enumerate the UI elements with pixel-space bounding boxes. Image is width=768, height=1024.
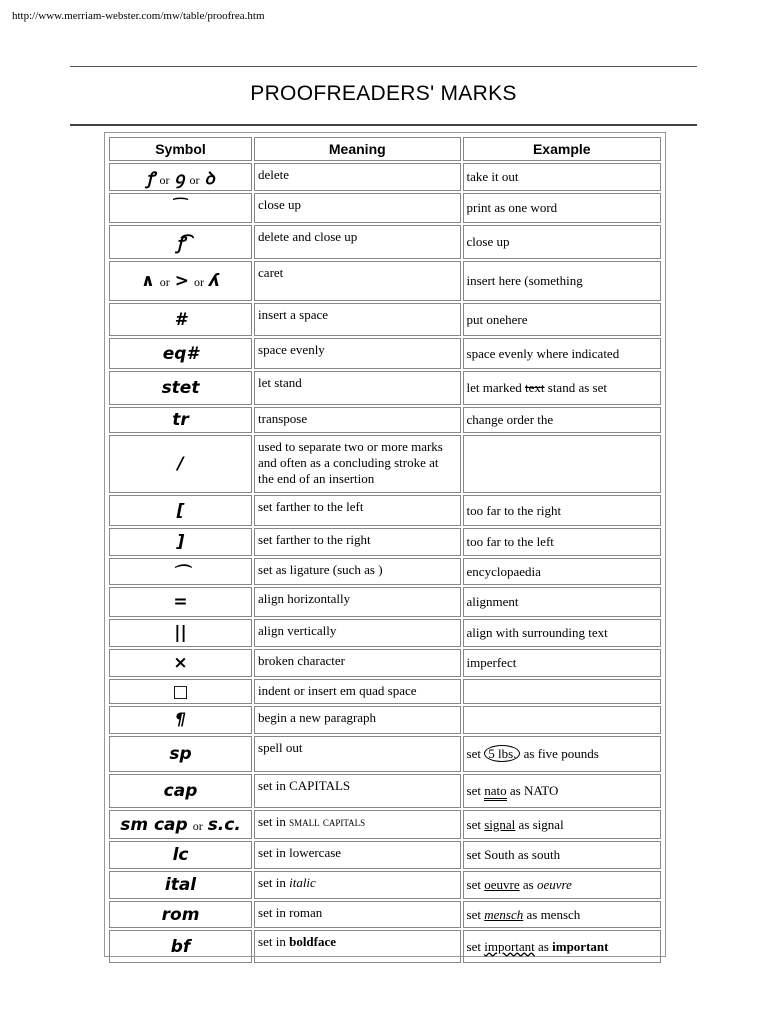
meaning-cell [254, 261, 461, 301]
header-meaning: Meaning [254, 137, 461, 161]
proofreader-mark-icon: s.c. [207, 814, 241, 835]
table-row [109, 163, 661, 191]
example-text: align with surrounding text [466, 625, 608, 640]
example-text: encyclopaedia [466, 563, 541, 579]
example-text: put onehere [466, 311, 528, 327]
table-row [109, 736, 661, 772]
table-row [109, 587, 661, 617]
example-text: as [534, 938, 553, 954]
meaning-cell [254, 558, 461, 585]
example-cell [463, 303, 661, 336]
example-cell [463, 163, 661, 191]
proofreader-mark-icon: cap [163, 781, 198, 801]
or-text: or [159, 275, 170, 289]
proofreader-mark-icon: = [173, 592, 188, 612]
symbol-cell [109, 841, 252, 869]
proofreader-mark-icon: × [173, 653, 188, 673]
meaning-cell [254, 163, 461, 191]
table-row [109, 435, 661, 493]
table-row [109, 407, 661, 433]
proofreader-mark-icon: ¶ [175, 710, 186, 730]
table-row [109, 774, 661, 808]
example-text: alignment [466, 594, 519, 609]
table-row [109, 495, 661, 526]
table-row [109, 679, 661, 704]
table-header-row [109, 137, 661, 161]
example-cell [463, 901, 661, 928]
or-text: or [194, 275, 204, 289]
example-text: set [466, 906, 485, 922]
example-cell [463, 930, 661, 963]
proofreader-mark-icon: eq# [162, 343, 199, 364]
symbol-cell [109, 225, 252, 259]
example-text: change order the [466, 412, 554, 427]
example-cell [463, 495, 661, 526]
meaning-cell [254, 587, 461, 617]
table-row [109, 261, 661, 301]
proofreader-mark-icon: sp [169, 744, 192, 764]
example-text: as five pounds [520, 746, 599, 761]
proofreader-mark-icon: ⁀ [173, 198, 188, 218]
meaning-text: set in roman [258, 905, 323, 920]
meaning-cell [254, 193, 461, 223]
example-text: as signal [515, 816, 564, 832]
meaning-text: set in CAPITALS [258, 778, 351, 793]
meaning-cell [254, 871, 461, 899]
meaning-text: set in [258, 814, 290, 829]
table-row [109, 810, 661, 839]
example-cell [463, 338, 661, 369]
meaning-text: used to separate two or more marks and often as a concluding stroke at the end of an insertion [258, 439, 443, 486]
meaning-cell [254, 841, 461, 869]
proofreader-mark-icon: / [177, 454, 184, 474]
meaning-text: set in [258, 875, 290, 890]
meaning-styled-text: small capitals [289, 814, 366, 829]
table-row [109, 930, 661, 963]
example-text: let marked [466, 380, 526, 395]
example-cell [463, 619, 661, 647]
example-text: insert here (something [466, 273, 583, 288]
header-symbol: Symbol [109, 137, 252, 161]
example-marked-text: text [525, 380, 545, 395]
symbol-cell [109, 706, 252, 734]
table-row [109, 706, 661, 734]
meaning-cell [254, 930, 461, 963]
meaning-cell [254, 619, 461, 647]
proofreader-mark-icon: stet [161, 378, 200, 398]
proofreader-mark-icon: [ [176, 500, 185, 521]
bottom-rule [70, 124, 697, 126]
proofreader-mark-icon: ] [176, 532, 185, 552]
table-row [109, 619, 661, 647]
symbol-cell [109, 871, 252, 899]
symbol-cell [109, 736, 252, 772]
or-text: or [159, 172, 170, 187]
meaning-cell [254, 495, 461, 526]
meaning-styled-text: boldface [289, 934, 337, 949]
example-text: set [466, 938, 485, 954]
symbol-cell [109, 528, 252, 556]
proofreader-mark-icon: # [174, 309, 187, 330]
example-text: take it out [466, 169, 519, 184]
example-marked-text: 5 lbs. [484, 745, 520, 762]
symbol-cell [109, 261, 252, 301]
page-title: PROOFREADERS' MARKS [250, 82, 517, 105]
symbol-cell [109, 407, 252, 433]
meaning-cell [254, 649, 461, 677]
page-url: http://www.merriam-webster.com/mw/table/proofrea.htm [12, 10, 265, 22]
top-rule [70, 66, 697, 67]
meaning-text: delete and close up [258, 229, 358, 244]
symbol-cell [109, 649, 252, 677]
meaning-text: set farther to the left [258, 499, 364, 514]
example-cell [463, 371, 661, 405]
proofreader-mark-icon: lc [172, 845, 189, 865]
example-result-text: oeuvre [536, 877, 572, 892]
meaning-text: align horizontally [258, 591, 351, 606]
example-cell [463, 736, 661, 772]
proofreader-mark-icon: ꝯ [174, 168, 185, 189]
table-row [109, 558, 661, 585]
table-row [109, 193, 661, 223]
example-text: set South as south [466, 847, 561, 862]
symbol-cell [109, 679, 252, 704]
proofreader-mark-icon: ꝺ [204, 168, 215, 189]
example-text: set [466, 783, 485, 798]
meaning-text: set farther to the right [258, 532, 371, 547]
table-row [109, 649, 661, 677]
table-row [109, 371, 661, 405]
meaning-text: begin a new paragraph [258, 710, 377, 725]
meaning-cell [254, 901, 461, 928]
meaning-cell [254, 810, 461, 839]
example-marked-text: mensch [484, 906, 524, 922]
meaning-text: align vertically [258, 623, 337, 638]
meaning-text: indent or insert em quad space [258, 683, 417, 698]
proofreader-mark-icon: □ [172, 681, 189, 702]
example-cell [463, 871, 661, 899]
meaning-text: caret [258, 265, 284, 280]
meaning-cell [254, 371, 461, 405]
proofreader-mark-icon: bf [170, 936, 191, 957]
example-cell [463, 774, 661, 808]
symbol-cell [109, 495, 252, 526]
proofreader-mark-icon: ʎ [209, 271, 221, 291]
meaning-cell [254, 706, 461, 734]
table-row [109, 528, 661, 556]
proofreader-mark-icon: ital [164, 875, 197, 895]
example-text: close up [466, 234, 510, 249]
symbol-cell [109, 619, 252, 647]
meaning-cell [254, 225, 461, 259]
example-cell [463, 810, 661, 839]
example-text: too far to the left [466, 534, 554, 549]
table-row [109, 225, 661, 259]
proofreader-mark-icon: ∧ [140, 271, 155, 291]
symbol-cell [109, 303, 252, 336]
or-text: or [192, 818, 203, 833]
symbol-cell [109, 435, 252, 493]
example-text: imperfect [466, 655, 517, 670]
example-cell [463, 706, 661, 734]
symbol-cell [109, 193, 252, 223]
example-text: space evenly where indicated [466, 345, 620, 361]
symbol-cell [109, 163, 252, 191]
example-cell [463, 558, 661, 585]
table-body [109, 163, 661, 963]
example-cell [463, 528, 661, 556]
table-row [109, 303, 661, 336]
proofreader-mark-icon: ꝭ͡ [176, 233, 185, 254]
meaning-text: broken character [258, 653, 346, 668]
symbol-cell [109, 587, 252, 617]
example-text: set [466, 746, 485, 761]
example-text: as NATO [506, 783, 559, 798]
example-text: set [466, 816, 485, 832]
meaning-cell [254, 736, 461, 772]
meaning-cell [254, 407, 461, 433]
meaning-text: spell out [258, 740, 303, 755]
example-cell [463, 841, 661, 869]
table-row [109, 338, 661, 369]
example-cell [463, 407, 661, 433]
meaning-text: insert a space [258, 307, 329, 322]
example-text: as [519, 877, 537, 892]
meaning-text: close up [258, 197, 301, 212]
meaning-styled-text: italic [289, 875, 316, 890]
example-text: stand as set [544, 380, 607, 395]
meaning-cell [254, 528, 461, 556]
symbol-cell [109, 338, 252, 369]
example-text: as mensch [523, 906, 581, 922]
example-marked-text: oeuvre [484, 877, 520, 892]
example-cell [463, 679, 661, 704]
table-row [109, 901, 661, 928]
proofreader-mark-icon: ⌒ [172, 564, 190, 584]
meaning-text: set in lowercase [258, 845, 342, 860]
table-row [109, 871, 661, 899]
example-result-text: important [552, 938, 609, 954]
marks-table [107, 135, 663, 965]
meaning-text: delete [258, 167, 290, 182]
meaning-cell [254, 774, 461, 808]
example-text: too far to the right [466, 502, 562, 518]
table-row [109, 841, 661, 869]
example-text: print as one word [466, 200, 558, 215]
marks-table-container [104, 132, 666, 957]
example-cell [463, 193, 661, 223]
proofreader-mark-icon: rom [161, 904, 200, 925]
symbol-cell [109, 774, 252, 808]
example-marked-text: important [484, 938, 535, 954]
symbol-cell [109, 810, 252, 839]
meaning-cell [254, 679, 461, 704]
example-marked-text: signal [484, 816, 516, 832]
example-cell [463, 587, 661, 617]
meaning-text: set as ligature (such as ) [258, 562, 383, 577]
meaning-cell [254, 338, 461, 369]
symbol-cell [109, 558, 252, 585]
symbol-cell [109, 371, 252, 405]
or-text: or [189, 172, 200, 187]
symbol-cell [109, 930, 252, 963]
meaning-text: space evenly [258, 342, 325, 357]
example-cell [463, 225, 661, 259]
proofreader-mark-icon: > [174, 271, 189, 291]
example-marked-text: nato [484, 783, 506, 801]
meaning-text: let stand [258, 375, 302, 390]
example-cell [463, 261, 661, 301]
meaning-text: set in [258, 934, 290, 949]
proofreader-mark-icon: || [174, 623, 187, 643]
proofreader-mark-icon: tr [172, 410, 189, 430]
proofreader-mark-icon: sm cap [120, 814, 188, 835]
proofreader-mark-icon: ꝭ [146, 168, 155, 189]
example-text: set [466, 877, 485, 892]
symbol-cell [109, 901, 252, 928]
example-cell [463, 649, 661, 677]
header-example: Example [463, 137, 661, 161]
meaning-cell [254, 303, 461, 336]
meaning-text: transpose [258, 411, 308, 426]
meaning-cell [254, 435, 461, 493]
example-cell [463, 435, 661, 493]
